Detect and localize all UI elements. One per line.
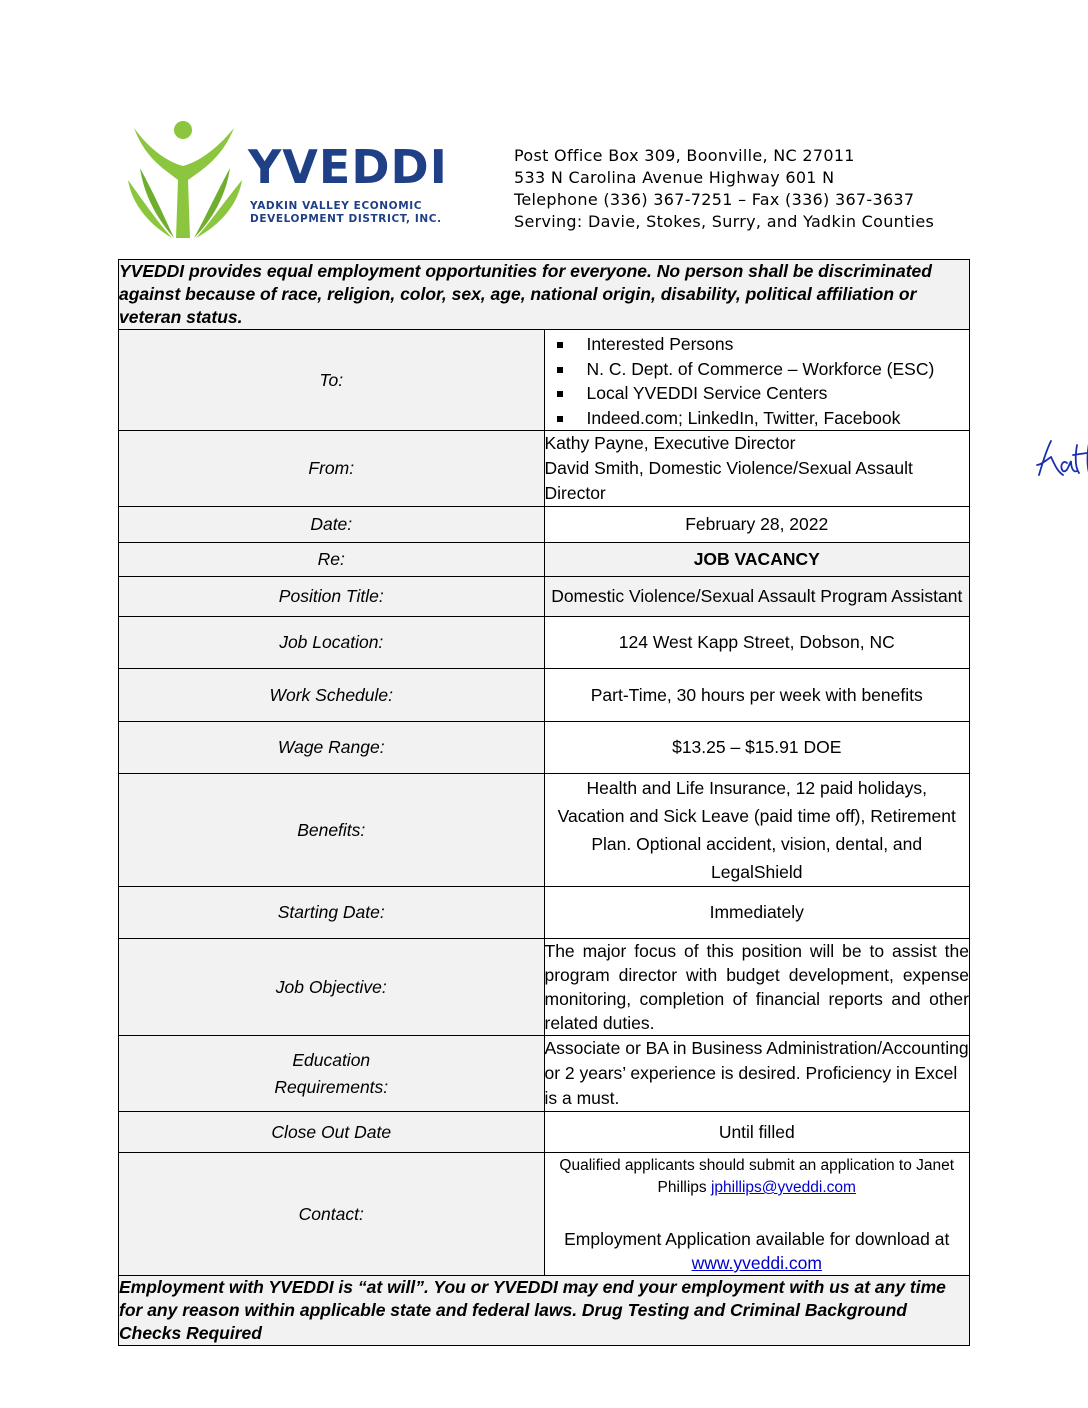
- serving-line: Serving: Davie, Stokes, Surry, and Yadkin Counties: [514, 212, 935, 231]
- to-recipients: [544, 330, 970, 431]
- application-download-line: Employment Application available for download at www.yveddi.com: [564, 1229, 950, 1273]
- to-label: To:: [119, 330, 545, 431]
- yveddi-logo: [126, 120, 456, 242]
- close-out-date-label: Close Out Date: [119, 1112, 545, 1153]
- address-block: [514, 145, 934, 233]
- leaf-person-logo-icon: [126, 120, 246, 242]
- benefits-label: Benefits:: [119, 774, 545, 887]
- position-title-value: Domestic Violence/Sexual Assault Program Assistant: [544, 577, 970, 617]
- recipient-item: Indeed.com; LinkedIn, Twitter, Facebook: [555, 406, 970, 431]
- contact-instructions: Qualified applicants should submit an application to Janet Phillips jphillips@yveddi.com: [559, 1157, 955, 1196]
- at-will-notice: Employment with YVEDDI is “at will”. You or YVEDDI may end your employment with us at any time for any reason within applicable state and federal laws. Drug Testing and Criminal Background Checks Required: [119, 1276, 970, 1346]
- starting-date-value: Immediately: [544, 887, 970, 939]
- job-objective-label: Job Objective:: [119, 939, 545, 1036]
- position-title-label: Position Title:: [119, 577, 545, 617]
- re-label: Re:: [119, 543, 545, 577]
- from-line: David Smith, Domestic Violence/Sexual Assault Director: [544, 458, 913, 503]
- phone-line: Telephone (336) 367-7251 – Fax (336) 367-3637: [514, 190, 915, 209]
- from-value: [544, 431, 970, 507]
- contact-value: [544, 1153, 970, 1276]
- recipient-item: N. C. Dept. of Commerce – Workforce (ESC): [555, 357, 970, 382]
- education-value: Associate or BA in Business Administration/Accounting or 2 years’ experience is desired. Proficiency in Excel is a must.: [544, 1036, 970, 1112]
- wage-range-label: Wage Range:: [119, 722, 545, 774]
- from-line: Kathy Payne, Executive Director: [544, 433, 796, 453]
- equal-opportunity-notice: YVEDDI provides equal employment opportunities for everyone. No person shall be discriminated against because of race, religion, color, sex, age, national origin, disability, political affiliation or veteran status.: [119, 260, 970, 330]
- date-label: Date:: [119, 507, 545, 543]
- from-label: From:: [119, 431, 545, 507]
- benefits-value: Health and Life Insurance, 12 paid holidays, Vacation and Sick Leave (paid time off), Retirement Plan. Optional accident, vision, dental, and LegalShield: [544, 774, 970, 887]
- address-line: Post Office Box 309, Boonville, NC 27011: [514, 146, 855, 165]
- job-objective-value: The major focus of this position will be to assist the program director with budget development, expense monitoring, completion of financial reports and other related duties.: [544, 939, 970, 1036]
- recipient-item: Interested Persons: [555, 332, 970, 357]
- education-label: Education Requirements:: [119, 1036, 545, 1112]
- date-value: February 28, 2022: [544, 507, 970, 543]
- contact-label: Contact:: [119, 1153, 545, 1276]
- contact-email-link[interactable]: jphillips@yveddi.com: [710, 1179, 856, 1196]
- job-location-value: 124 West Kapp Street, Dobson, NC: [544, 617, 970, 669]
- website-link[interactable]: www.yveddi.com: [691, 1253, 822, 1273]
- work-schedule-value: Part-Time, 30 hours per week with benefits: [544, 669, 970, 722]
- recipient-item: Local YVEDDI Service Centers: [555, 381, 970, 406]
- signature-icon: [1033, 435, 1088, 487]
- job-vacancy-table: [118, 259, 970, 1346]
- address-line: 533 N Carolina Avenue Highway 601 N: [514, 168, 835, 187]
- starting-date-label: Starting Date:: [119, 887, 545, 939]
- wage-range-value: $13.25 – $15.91 DOE: [544, 722, 970, 774]
- logo-wordmark: YVEDDI: [248, 140, 448, 194]
- logo-subtitle: YADKIN VALLEY ECONOMIC DEVELOPMENT DISTRICT, INC.: [250, 200, 442, 225]
- work-schedule-label: Work Schedule:: [119, 669, 545, 722]
- re-value: JOB VACANCY: [544, 543, 970, 577]
- close-out-date-value: Until filled: [544, 1112, 970, 1153]
- job-location-label: Job Location:: [119, 617, 545, 669]
